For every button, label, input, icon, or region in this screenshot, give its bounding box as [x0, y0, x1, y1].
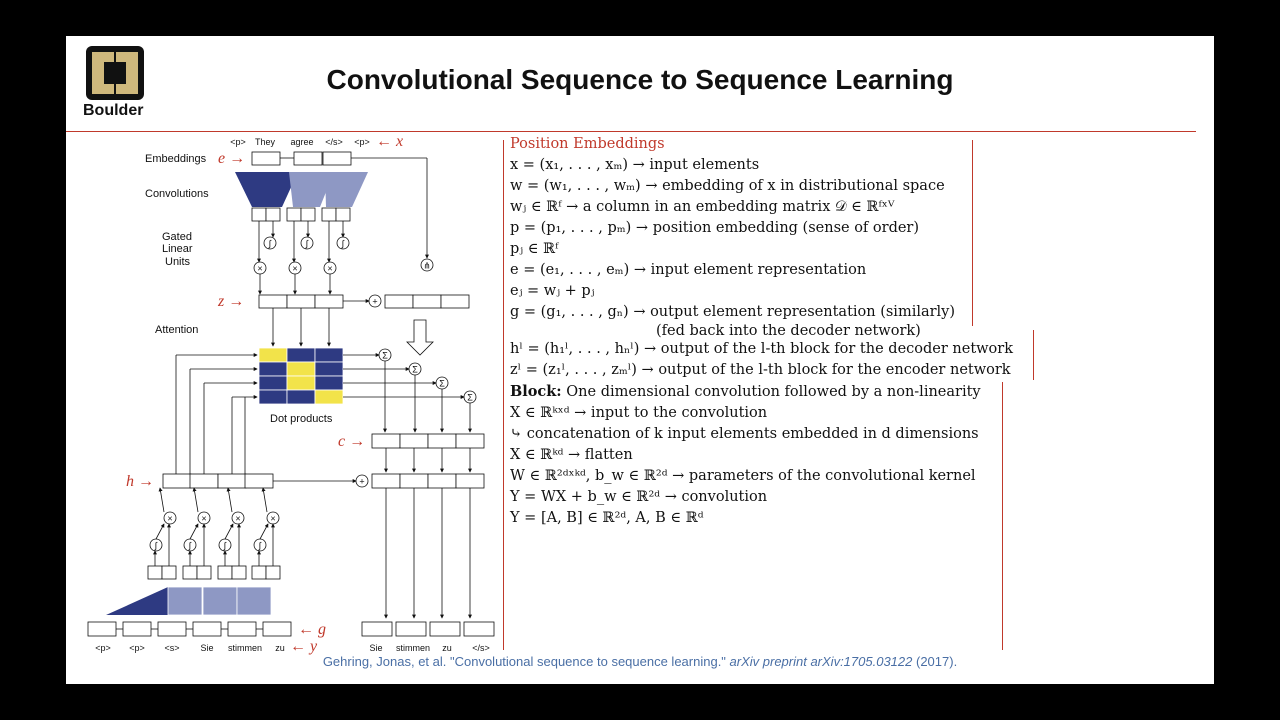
arrow	[225, 524, 233, 539]
sigmoid-icon-glyph: ∫	[305, 238, 309, 249]
context-box	[372, 434, 400, 448]
attention-cell	[315, 390, 343, 404]
decoder-state-box	[245, 474, 273, 488]
source-token: They	[254, 137, 276, 147]
add-icon-glyph: +	[372, 296, 378, 307]
notes-line: Y = [A, B] ∈ ℝ²ᵈ, A, B ∈ ℝᵈ	[510, 510, 704, 526]
glu-label-1: Gated	[162, 231, 192, 243]
target-embedding-box	[88, 622, 116, 636]
target-input-token: <s>	[164, 643, 180, 653]
notes-line: eⱼ = wⱼ + pⱼ	[510, 283, 595, 299]
attention-cell	[259, 348, 287, 362]
sigmoid-icon-glyph: ∫	[268, 238, 272, 249]
attention-cell	[315, 376, 343, 390]
decoder-state-box	[190, 474, 218, 488]
arrow	[263, 488, 267, 512]
y-symbol: ← y	[290, 638, 318, 655]
add-icon-glyph: +	[359, 476, 365, 487]
notes-line: wⱼ ∈ ℝᶠ → a column in an embedding matrix 𝒟 ∈ ℝᶠˣⱽ	[510, 199, 895, 215]
citation	[0, 654, 1280, 669]
notes-line: W ∈ ℝ²ᵈˣᵏᵈ, b_w ∈ ℝ²ᵈ → parameters of the convolutional kernel	[510, 468, 976, 484]
target-input-token: <p>	[95, 643, 111, 653]
multiply-icon-glyph: ×	[257, 263, 263, 274]
notes-line: (fed back into the decoder network)	[656, 323, 921, 339]
conv-output-box	[232, 566, 246, 579]
conv-filter	[237, 587, 271, 615]
block-label: Block:	[510, 383, 562, 400]
decoder-output-box	[372, 474, 400, 488]
conv-filter	[106, 587, 168, 615]
context-box	[428, 434, 456, 448]
sum-icon-glyph: Σ	[439, 378, 445, 389]
attention-cell	[259, 376, 287, 390]
sigmoid-icon-glyph: ∫	[223, 540, 227, 551]
glu-label-3: Units	[165, 256, 191, 268]
arrow	[160, 488, 164, 512]
e-symbol: e →	[218, 150, 246, 167]
conv-filter	[168, 587, 202, 615]
sigmoid-icon-glyph: ∫	[154, 540, 158, 551]
encoder-sum-box	[385, 295, 413, 308]
conv-output-box	[218, 566, 232, 579]
decoder-output-box	[428, 474, 456, 488]
logo-label: Boulder	[83, 102, 144, 119]
decoder-output-box	[456, 474, 484, 488]
arrow	[228, 488, 232, 512]
encoder-output-box	[287, 295, 315, 308]
notes-line: pⱼ ∈ ℝᶠ	[510, 241, 559, 257]
notes-line: X ∈ ℝᵏᵈ → flatten	[510, 447, 633, 463]
multiply-icon-glyph: ×	[292, 263, 298, 274]
embedding-box	[323, 152, 351, 165]
target-embedding-box	[158, 622, 186, 636]
notes-line: Y = WX + b_w ∈ ℝ²ᵈ → convolution	[510, 489, 768, 505]
citation-year: (2017).	[912, 654, 958, 669]
target-embedding-box	[228, 622, 256, 636]
target-input-token: zu	[275, 643, 285, 653]
arrow	[190, 524, 198, 539]
multiply-icon-glyph: ×	[327, 263, 333, 274]
source-token: </s>	[325, 137, 343, 147]
arrow	[194, 488, 198, 512]
encoder-sum-box	[441, 295, 469, 308]
multiply-icon-glyph: ×	[270, 513, 276, 524]
notes-line: zˡ = (z₁ˡ, . . . , zₘˡ) → output of the l-th block for the encoder network	[510, 362, 1011, 378]
embedding-box	[252, 152, 280, 165]
conv-output-box	[266, 566, 280, 579]
encoder-sum-box	[413, 295, 441, 308]
notes-heading: Position Embeddings	[510, 136, 665, 152]
output-box	[396, 622, 426, 636]
notes-panel	[510, 134, 1013, 529]
block-line	[510, 381, 1013, 403]
conv-filter	[203, 587, 237, 615]
source-token: agree	[290, 137, 314, 147]
conv-filter	[325, 172, 368, 207]
attention-cell	[287, 390, 315, 404]
target-embedding-box	[123, 622, 151, 636]
attention-cell	[315, 362, 343, 376]
output-box	[362, 622, 392, 636]
multiply-icon-glyph: ×	[201, 513, 207, 524]
citation-venue: arXiv preprint arXiv:1705.03122	[729, 654, 913, 669]
convolutions-label: Convolutions	[145, 188, 209, 200]
output-token: </s>	[472, 643, 490, 653]
citation-authors: Gehring, Jonas, et al. "Convolutional sequence to sequence learning."	[322, 654, 730, 669]
dot-products-label: Dot products	[270, 413, 333, 425]
source-token: <p>	[354, 137, 370, 147]
z-symbol: z →	[218, 293, 245, 310]
attention-label: Attention	[155, 324, 199, 336]
arrow	[156, 524, 164, 539]
conv-filter	[235, 172, 298, 207]
arrow	[260, 524, 268, 539]
decoder-state-box	[218, 474, 246, 488]
attention-cell	[259, 362, 287, 376]
attention-cell	[259, 390, 287, 404]
conv-output-box	[322, 208, 336, 221]
attention-cell	[287, 348, 315, 362]
notes-line: p = (p₁, . . . , pₘ) → position embedding (sense of order)	[510, 220, 920, 236]
decoder-output-box	[400, 474, 428, 488]
output-token: zu	[442, 643, 452, 653]
multiply-icon-glyph: ×	[235, 513, 241, 524]
g-symbol: ← g	[298, 621, 326, 638]
notes-line: X ∈ ℝᵏˣᵈ → input to the convolution	[510, 405, 768, 421]
notes-line: w = (w₁, . . . , wₘ) → embedding of x in distributional space	[510, 178, 945, 194]
decoder-state-box	[163, 474, 191, 488]
conv-output-box	[301, 208, 315, 221]
conv-output-box	[148, 566, 162, 579]
output-token: Sie	[369, 643, 383, 653]
conv-output-box	[183, 566, 197, 579]
sum-icon-glyph: Σ	[467, 392, 473, 403]
slide-title: Convolutional Sequence to Sequence Learning	[326, 64, 954, 95]
conv-output-box	[162, 566, 176, 579]
target-embedding-box	[263, 622, 291, 636]
conv-output-box	[336, 208, 350, 221]
block-text: One dimensional convolution followed by a non-linearity	[561, 384, 981, 400]
embedding-box	[294, 152, 322, 165]
target-embedding-box	[193, 622, 221, 636]
divider-line	[503, 140, 504, 650]
conv-output-box	[252, 566, 266, 579]
source-token: <p>	[230, 137, 246, 147]
c-symbol: c →	[338, 433, 366, 450]
x-symbol: ← x	[376, 133, 404, 150]
embeddings-label: Embeddings	[145, 153, 207, 165]
conv-output-box	[266, 208, 280, 221]
h-symbol: h →	[126, 473, 154, 490]
down-arrow-icon	[407, 320, 433, 355]
context-box	[456, 434, 484, 448]
output-token: stimmen	[395, 643, 431, 653]
target-input-token: <p>	[129, 643, 145, 653]
conv-output-box	[252, 208, 266, 221]
sum-icon-glyph: Σ	[382, 350, 388, 361]
notes-line: e = (e₁, . . . , eₘ) → input element representation	[510, 262, 867, 278]
sigmoid-icon-glyph: ∫	[188, 540, 192, 551]
output-box	[464, 622, 494, 636]
multiply-icon-glyph: ×	[167, 513, 173, 524]
notes-line: hˡ = (h₁ˡ, . . . , hₙˡ) → output of the l-th block for the decoder network	[510, 341, 1014, 357]
conv-output-box	[287, 208, 301, 221]
notes-line: ⤷ concatenation of k input elements embedded in d dimensions	[510, 426, 979, 442]
attention-cell	[287, 376, 315, 390]
encoder-output-box	[259, 295, 287, 308]
target-input-token: stimmen	[227, 643, 263, 653]
notes-line: g = (g₁, . . . , gₙ) → output element representation (similarly)	[510, 304, 956, 320]
encoder-output-box	[315, 295, 343, 308]
output-box	[430, 622, 460, 636]
attention-cell	[315, 348, 343, 362]
sigmoid-icon-glyph: ∫	[341, 238, 345, 249]
glu-label-2: Linear	[162, 243, 193, 255]
annotation-bracket	[1033, 330, 1034, 380]
split-icon-glyph: ⋔	[423, 260, 431, 271]
target-input-token: Sie	[200, 643, 214, 653]
notes-line: x = (x₁, . . . , xₘ) → input elements	[510, 157, 760, 173]
conv-output-box	[197, 566, 211, 579]
context-box	[400, 434, 428, 448]
attention-cell	[287, 362, 315, 376]
sum-icon-glyph: Σ	[412, 364, 418, 375]
sigmoid-icon-glyph: ∫	[258, 540, 262, 551]
